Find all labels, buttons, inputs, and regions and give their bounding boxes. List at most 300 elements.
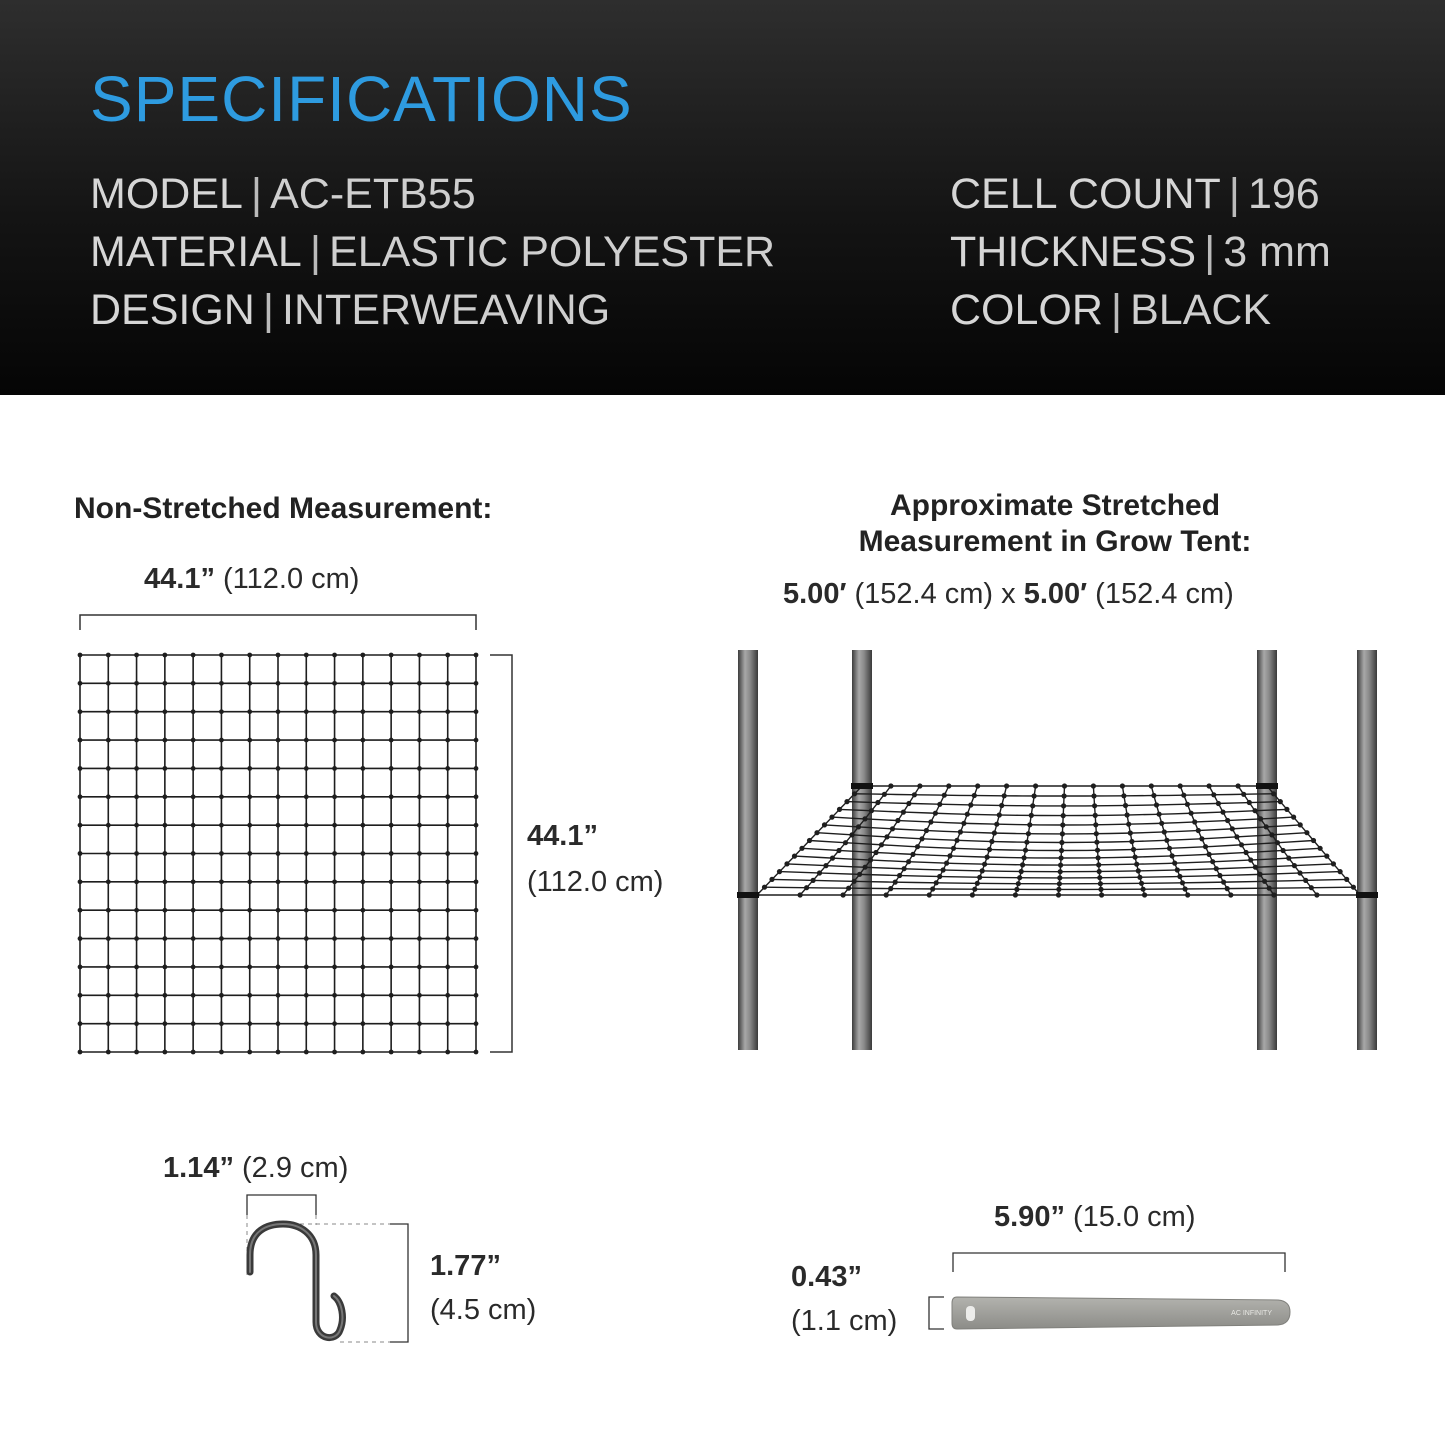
net-knot — [134, 965, 139, 970]
strap-drawing — [929, 1253, 1290, 1329]
net-knot — [417, 1021, 422, 1026]
net-knot — [304, 794, 309, 799]
net-knot — [78, 653, 83, 658]
net-knot — [849, 832, 854, 837]
net-knot — [1093, 813, 1098, 818]
net-knot — [1062, 783, 1067, 788]
net-knot — [276, 681, 281, 686]
net-knot — [162, 936, 167, 941]
net-knot — [884, 892, 889, 897]
net-knot — [332, 908, 337, 913]
net-knot — [1211, 792, 1216, 797]
net-knot — [869, 808, 874, 813]
net-knot — [247, 851, 252, 856]
spec-sep: | — [1228, 170, 1240, 218]
net-knot — [817, 870, 822, 875]
net-knot — [1331, 861, 1336, 866]
net-knot — [276, 908, 281, 913]
net-knot — [78, 965, 83, 970]
spec-key: DESIGN — [90, 286, 255, 334]
net-knot — [980, 868, 985, 873]
net-knot — [972, 793, 977, 798]
net-knot — [417, 1050, 422, 1055]
net-knot — [162, 851, 167, 856]
net-knot — [417, 766, 422, 771]
net-knot — [389, 993, 394, 998]
net-knot — [1056, 892, 1061, 897]
net-knot — [1056, 887, 1061, 892]
net-knot — [1338, 869, 1343, 874]
net-knot — [873, 850, 878, 855]
net-knot — [191, 681, 196, 686]
net-knot — [134, 1050, 139, 1055]
net-knot — [360, 965, 365, 970]
net-knot — [1351, 885, 1356, 890]
net-knot — [360, 766, 365, 771]
net-knot — [78, 1050, 83, 1055]
net-knot — [134, 738, 139, 743]
net-knot — [389, 851, 394, 856]
net-knot — [191, 908, 196, 913]
net-knot — [992, 830, 997, 835]
flat-trellis-net — [78, 653, 479, 1055]
net-knot — [1164, 838, 1169, 843]
net-knot — [304, 681, 309, 686]
net-knot — [910, 852, 915, 857]
net-knot — [134, 936, 139, 941]
net-knot — [836, 848, 841, 853]
net-knot — [1098, 887, 1103, 892]
net-knot — [1128, 830, 1133, 835]
net-knot — [1257, 872, 1262, 877]
net-knot — [162, 738, 167, 743]
net-knot — [762, 885, 767, 890]
net-knot — [304, 965, 309, 970]
net-knot — [360, 1050, 365, 1055]
net-knot — [1159, 821, 1164, 826]
net-knot — [389, 908, 394, 913]
net-knot — [882, 792, 887, 797]
hook-drawing — [247, 1195, 408, 1342]
net-knot — [445, 965, 450, 970]
net-knot — [1284, 807, 1289, 812]
spec-value: ELASTIC POLYESTER — [329, 228, 776, 276]
net-knot — [417, 653, 422, 658]
net-knot — [191, 965, 196, 970]
tent-pole — [1257, 650, 1277, 1050]
net-knot — [1281, 848, 1286, 853]
net-knot — [389, 653, 394, 658]
net-knot — [106, 766, 111, 771]
net-knot — [1247, 800, 1252, 805]
net-knot — [276, 851, 281, 856]
net-knot — [445, 1050, 450, 1055]
hook-height-imperial: 1.77” — [430, 1250, 501, 1282]
net-knot — [445, 993, 450, 998]
net-knot — [1058, 869, 1063, 874]
net-knot — [304, 766, 309, 771]
net-knot — [360, 993, 365, 998]
net-knot — [219, 681, 224, 686]
net-knot — [927, 892, 932, 897]
net-knot — [1291, 815, 1296, 820]
net-knot — [1221, 880, 1226, 885]
net-knot — [915, 844, 920, 849]
net-knot — [1093, 822, 1098, 827]
net-knot — [417, 823, 422, 828]
stretched-trellis-net — [737, 783, 1378, 898]
net-knot — [276, 879, 281, 884]
net-knot — [1311, 838, 1316, 843]
net-knot — [1094, 840, 1099, 845]
net-knot — [1058, 863, 1063, 868]
net-knot — [1170, 853, 1175, 858]
net-knot — [78, 993, 83, 998]
net-knot — [474, 908, 479, 913]
net-knot — [332, 1021, 337, 1026]
net-knot — [954, 838, 959, 843]
strap-width-metric: (1.1 cm) — [791, 1305, 898, 1337]
stretched-width-imperial: 5.00′ — [783, 578, 847, 610]
net-knot — [247, 879, 252, 884]
net-knot — [830, 856, 835, 861]
net-knot — [162, 908, 167, 913]
strap-length-imperial: 5.90” — [994, 1201, 1065, 1233]
net-knot — [1024, 840, 1029, 845]
hook-height-bracket — [390, 1224, 408, 1342]
net-knot — [134, 766, 139, 771]
net-knot — [191, 738, 196, 743]
net-knot — [247, 709, 252, 714]
net-height-bracket — [490, 655, 512, 1052]
net-knot — [1091, 783, 1096, 788]
net-knot — [975, 881, 980, 886]
net-knot — [902, 866, 907, 871]
net-knot — [276, 709, 281, 714]
net-knot — [304, 1021, 309, 1026]
net-knot — [445, 879, 450, 884]
net-knot — [162, 823, 167, 828]
net-knot — [134, 823, 139, 828]
net-knot — [389, 681, 394, 686]
net-knot — [985, 855, 990, 860]
net-knot — [814, 830, 819, 835]
net-knot — [417, 794, 422, 799]
net-knot — [276, 823, 281, 828]
net-knot — [1162, 829, 1167, 834]
net-knot — [1304, 830, 1309, 835]
net-knot — [1269, 832, 1274, 837]
net-knot — [1059, 855, 1064, 860]
net-knot — [1275, 840, 1280, 845]
net-knot — [868, 857, 873, 862]
spec-value: AC-ETB55 — [270, 170, 476, 218]
net-knot — [191, 794, 196, 799]
net-knot — [417, 965, 422, 970]
net-knot — [78, 908, 83, 913]
net-knot — [875, 800, 880, 805]
net-knot — [1133, 855, 1138, 860]
net-knot — [1059, 848, 1064, 853]
net-knot — [769, 877, 774, 882]
net-knot — [445, 766, 450, 771]
strap-width-imperial: 0.43” — [791, 1261, 862, 1293]
net-knot — [276, 794, 281, 799]
spec-key: COLOR — [950, 286, 1103, 334]
net-knot — [1060, 831, 1065, 836]
net-knot — [332, 681, 337, 686]
net-knot — [1096, 855, 1101, 860]
net-knot — [417, 908, 422, 913]
net-knot — [1157, 812, 1162, 817]
net-knot — [1180, 880, 1185, 885]
net-knot — [304, 709, 309, 714]
net-knot — [78, 738, 83, 743]
net-knot — [474, 681, 479, 686]
net-knot — [106, 794, 111, 799]
net-knot — [417, 681, 422, 686]
net-knot — [78, 1021, 83, 1026]
net-knot — [360, 794, 365, 799]
net-knot — [247, 681, 252, 686]
net-knot — [1134, 862, 1139, 867]
net-knot — [1228, 892, 1233, 897]
net-knot — [474, 936, 479, 941]
net-knot — [162, 794, 167, 799]
net-knot — [162, 681, 167, 686]
net-knot — [474, 653, 479, 658]
net-knot — [106, 653, 111, 658]
net-knot — [1099, 892, 1104, 897]
net-knot — [1324, 854, 1329, 859]
net-knot — [1344, 877, 1349, 882]
stretched-height-imperial: 5.00′ — [1023, 578, 1088, 610]
net-knot — [968, 802, 973, 807]
net-knot — [78, 823, 83, 828]
net-knot — [1267, 886, 1272, 891]
net-knot — [1271, 892, 1276, 897]
strap-brand-text: AC INFINITY — [1231, 1310, 1272, 1317]
net-knot — [191, 823, 196, 828]
net-knot — [304, 879, 309, 884]
net-knot — [389, 823, 394, 828]
net-knot — [134, 1021, 139, 1026]
net-knot — [106, 1050, 111, 1055]
net-knot — [982, 862, 987, 867]
net-knot — [1252, 808, 1257, 813]
net-knot — [162, 653, 167, 658]
net-knot — [134, 709, 139, 714]
net-knot — [843, 840, 848, 845]
net-knot — [106, 965, 111, 970]
net-knot — [1177, 874, 1182, 879]
net-knot — [1292, 863, 1297, 868]
net-knot — [474, 766, 479, 771]
net-knot — [897, 873, 902, 878]
net-knot — [134, 653, 139, 658]
net-knot — [1002, 793, 1007, 798]
net-knot — [78, 879, 83, 884]
net-knot — [1262, 879, 1267, 884]
net-knot — [1214, 866, 1219, 871]
net-knot — [247, 965, 252, 970]
spec-sep: | — [309, 228, 322, 276]
net-knot — [1181, 793, 1186, 798]
net-knot — [1258, 816, 1263, 821]
net-knot — [78, 709, 83, 714]
net-knot — [919, 836, 924, 841]
net-knot — [474, 1021, 479, 1026]
net-knot — [1149, 783, 1154, 788]
net-knot — [389, 1050, 394, 1055]
net-knot — [1141, 887, 1146, 892]
net-knot — [78, 794, 83, 799]
spec-value: 3 mm — [1223, 228, 1331, 276]
net-knot — [304, 738, 309, 743]
net-knot — [445, 1021, 450, 1026]
net-knot — [445, 681, 450, 686]
net-knot — [360, 681, 365, 686]
net-knot — [888, 886, 893, 891]
net-knot — [78, 851, 83, 856]
net-knot — [474, 709, 479, 714]
net-knot — [445, 823, 450, 828]
net-knot — [1033, 783, 1038, 788]
net-knot — [1207, 852, 1212, 857]
net-knot — [863, 865, 868, 870]
net-knot — [947, 853, 952, 858]
net-knot — [417, 851, 422, 856]
net-knot — [332, 879, 337, 884]
net-knot — [78, 681, 83, 686]
net-knot — [474, 738, 479, 743]
net-knot — [958, 829, 963, 834]
net-knot — [1217, 873, 1222, 878]
stretched-width-metric: (152.4 cm) — [854, 578, 994, 610]
net-knot — [360, 653, 365, 658]
net-knot — [1029, 813, 1034, 818]
net-knot — [804, 885, 809, 890]
spec-sep: | — [1110, 286, 1123, 334]
spec-value: INTERWEAVING — [282, 286, 611, 334]
net-knot — [1016, 881, 1021, 886]
net-knot — [912, 792, 917, 797]
net-knot — [1059, 840, 1064, 845]
net-knot — [1137, 875, 1142, 880]
net-knot — [1091, 793, 1096, 798]
strap-slot-icon — [966, 1306, 975, 1321]
net-knot — [191, 709, 196, 714]
pole-strap — [851, 783, 873, 789]
net-knot — [191, 936, 196, 941]
net-knot — [360, 936, 365, 941]
net-knot — [799, 846, 804, 851]
net-knot — [247, 1021, 252, 1026]
net-knot — [1136, 868, 1141, 873]
net-knot — [247, 653, 252, 658]
net-knot — [78, 936, 83, 941]
net-knot — [895, 818, 900, 823]
net-knot — [332, 766, 337, 771]
net-knot — [445, 709, 450, 714]
net-knot — [1154, 802, 1159, 807]
net-height-imperial: 44.1” — [527, 820, 598, 852]
net-knot — [1244, 850, 1249, 855]
hook-icon — [250, 1224, 342, 1338]
spec-key: THICKNESS — [950, 228, 1197, 276]
net-knot — [191, 1021, 196, 1026]
net-knot — [997, 812, 1002, 817]
net-knot — [823, 863, 828, 868]
stretched-label-line2: Measurement in Grow Tent: — [858, 525, 1252, 558]
net-knot — [784, 861, 789, 866]
net-knot — [1225, 886, 1230, 891]
net-knot — [1236, 783, 1241, 788]
net-knot — [360, 823, 365, 828]
net-knot — [332, 993, 337, 998]
net-knot — [389, 794, 394, 799]
net-knot — [1061, 803, 1066, 808]
net-knot — [944, 861, 949, 866]
net-knot — [1298, 822, 1303, 827]
hook-highlight — [250, 1224, 342, 1338]
net-knot — [106, 851, 111, 856]
net-knot — [276, 653, 281, 658]
net-knot — [1183, 886, 1188, 891]
net-knot — [917, 783, 922, 788]
strap-width-bracket — [929, 1297, 944, 1329]
net-knot — [191, 993, 196, 998]
net-knot — [901, 810, 906, 815]
net-knot — [191, 766, 196, 771]
net-knot — [389, 965, 394, 970]
net-knot — [1178, 783, 1183, 788]
net-knot — [1278, 799, 1283, 804]
net-knot — [474, 794, 479, 799]
pole-strap — [737, 892, 759, 898]
net-knot — [1234, 834, 1239, 839]
net-knot — [445, 936, 450, 941]
net-knot — [134, 908, 139, 913]
strap-length-metric: (15.0 cm) — [1073, 1201, 1196, 1233]
non-stretched-label: Non-Stretched Measurement: — [74, 492, 493, 525]
net-width-imperial: 44.1” — [144, 563, 215, 595]
pole-strap — [1356, 892, 1378, 898]
net-knot — [219, 908, 224, 913]
net-knot — [417, 879, 422, 884]
net-knot — [1097, 869, 1102, 874]
net-knot — [106, 908, 111, 913]
net-knot — [1151, 793, 1156, 798]
net-knot — [162, 993, 167, 998]
net-knot — [1022, 855, 1027, 860]
net-knot — [445, 908, 450, 913]
net-knot — [219, 738, 224, 743]
net-knot — [247, 993, 252, 998]
tent-pole — [1357, 650, 1377, 1050]
net-knot — [304, 653, 309, 658]
net-knot — [247, 766, 252, 771]
net-knot — [1199, 836, 1204, 841]
net-knot — [332, 965, 337, 970]
net-knot — [1014, 887, 1019, 892]
net-knot — [1129, 839, 1134, 844]
net-knot — [1225, 818, 1230, 823]
net-knot — [219, 965, 224, 970]
hook-height-metric: (4.5 cm) — [430, 1294, 537, 1326]
net-knot — [1027, 822, 1032, 827]
net-knot — [890, 826, 895, 831]
